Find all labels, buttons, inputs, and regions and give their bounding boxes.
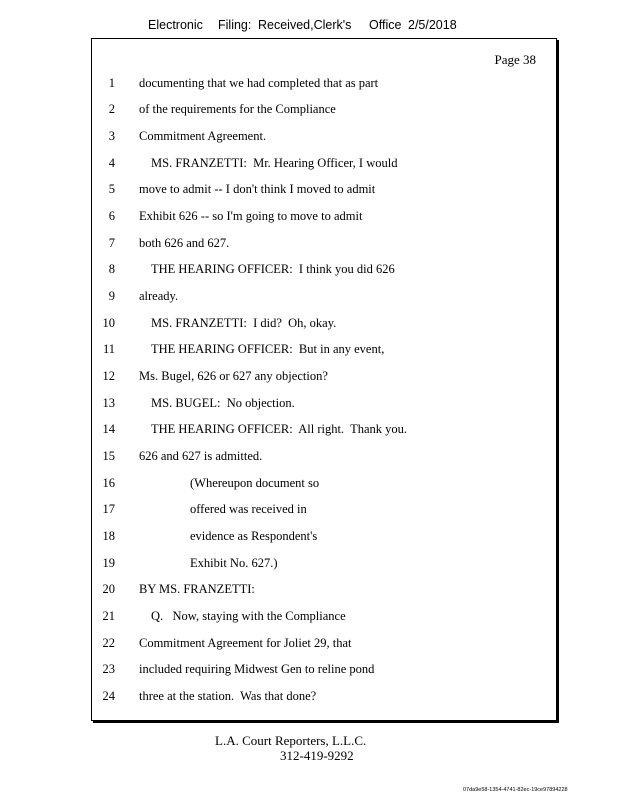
line-text: included requiring Midwest Gen to reline pond bbox=[139, 662, 375, 676]
line-number: 18 bbox=[102, 529, 115, 543]
line-text: Exhibit No. 627.) bbox=[190, 556, 278, 570]
line-number: 17 bbox=[102, 502, 115, 516]
transcript-line bbox=[92, 529, 556, 547]
line-text: 626 and 627 is admitted. bbox=[139, 449, 263, 463]
line-number: 23 bbox=[102, 662, 115, 676]
transcript-line bbox=[92, 342, 556, 360]
line-text: THE HEARING OFFICER: But in any event, bbox=[151, 342, 385, 356]
header-filing: Filing: bbox=[218, 18, 252, 32]
line-text: both 626 and 627. bbox=[139, 236, 230, 250]
line-text: documenting that we had completed that as part bbox=[139, 76, 379, 90]
line-text: Q. Now, staying with the Compliance bbox=[151, 609, 346, 623]
line-text: MS. FRANZETTI: Mr. Hearing Officer, I would bbox=[151, 156, 398, 170]
transcript-line bbox=[92, 556, 556, 574]
transcript-line bbox=[92, 76, 556, 94]
transcript-line bbox=[92, 609, 556, 627]
line-text: three at the station. Was that done? bbox=[139, 689, 317, 703]
line-number: 10 bbox=[102, 316, 115, 330]
line-number: 16 bbox=[102, 476, 115, 490]
transcript-line bbox=[92, 289, 556, 307]
transcript-line bbox=[92, 502, 556, 520]
document-id: 07da9e58-1354-4741-82ec-19ce97894228 bbox=[463, 787, 568, 793]
transcript-line bbox=[92, 102, 556, 120]
line-text: BY MS. FRANZETTI: bbox=[139, 582, 255, 596]
transcript-page bbox=[91, 38, 557, 721]
header-received: Received,Clerk's bbox=[258, 18, 352, 32]
transcript-line bbox=[92, 422, 556, 440]
transcript-line bbox=[92, 689, 556, 707]
line-number: 1 bbox=[108, 76, 115, 90]
transcript-line bbox=[92, 396, 556, 414]
line-text: Commitment Agreement for Joliet 29, that bbox=[139, 636, 352, 650]
transcript-line bbox=[92, 582, 556, 600]
transcript-line bbox=[92, 262, 556, 280]
transcript-line bbox=[92, 209, 556, 227]
line-number: 22 bbox=[102, 636, 115, 650]
line-text: Commitment Agreement. bbox=[139, 129, 267, 143]
line-number: 7 bbox=[108, 236, 115, 250]
transcript-line bbox=[92, 449, 556, 467]
line-number: 19 bbox=[102, 556, 115, 570]
court-reporter-phone: 312-419-9292 bbox=[280, 748, 354, 763]
line-number: 20 bbox=[102, 582, 115, 596]
line-number: 6 bbox=[108, 209, 115, 223]
line-number: 2 bbox=[108, 102, 115, 116]
line-number: 12 bbox=[102, 369, 115, 383]
transcript-line bbox=[92, 156, 556, 174]
line-text: already. bbox=[139, 289, 179, 303]
line-number: 5 bbox=[108, 182, 115, 196]
line-number: 13 bbox=[102, 396, 115, 410]
line-text: offered was received in bbox=[190, 502, 307, 516]
court-reporter-name: L.A. Court Reporters, L.L.C. bbox=[215, 733, 367, 748]
line-number: 8 bbox=[108, 262, 115, 276]
transcript-line bbox=[92, 129, 556, 147]
transcript-line bbox=[92, 636, 556, 654]
line-text: MS. BUGEL: No objection. bbox=[151, 396, 295, 410]
transcript-line bbox=[92, 369, 556, 387]
line-number: 4 bbox=[108, 156, 115, 170]
line-text: Exhibit 626 -- so I'm going to move to admit bbox=[139, 209, 363, 223]
transcript-line bbox=[92, 236, 556, 254]
line-text: THE HEARING OFFICER: I think you did 626 bbox=[151, 262, 395, 276]
filing-header bbox=[148, 18, 468, 38]
header-date: 2/5/2018 bbox=[408, 18, 457, 32]
line-text: Ms. Bugel, 626 or 627 any objection? bbox=[139, 369, 328, 383]
transcript-line bbox=[92, 476, 556, 494]
line-text: THE HEARING OFFICER: All right. Thank you. bbox=[151, 422, 408, 436]
line-number: 24 bbox=[102, 689, 115, 703]
header-office: Office bbox=[369, 18, 402, 32]
page-number: Page 38 bbox=[494, 52, 536, 67]
line-text: MS. FRANZETTI: I did? Oh, okay. bbox=[151, 316, 337, 330]
line-number: 9 bbox=[108, 289, 115, 303]
transcript-line bbox=[92, 662, 556, 680]
line-number: 21 bbox=[102, 609, 115, 623]
line-number: 11 bbox=[102, 342, 115, 356]
line-number: 3 bbox=[108, 129, 115, 143]
line-text: of the requirements for the Compliance bbox=[139, 102, 336, 116]
line-text: move to admit -- I don't think I moved to admit bbox=[139, 182, 376, 196]
line-text: (Whereupon document so bbox=[190, 476, 320, 490]
line-number: 15 bbox=[102, 449, 115, 463]
line-text: evidence as Respondent's bbox=[190, 529, 318, 543]
line-number: 14 bbox=[102, 422, 115, 436]
header-electronic: Electronic bbox=[148, 18, 203, 32]
transcript-line bbox=[92, 316, 556, 334]
transcript-line bbox=[92, 182, 556, 200]
